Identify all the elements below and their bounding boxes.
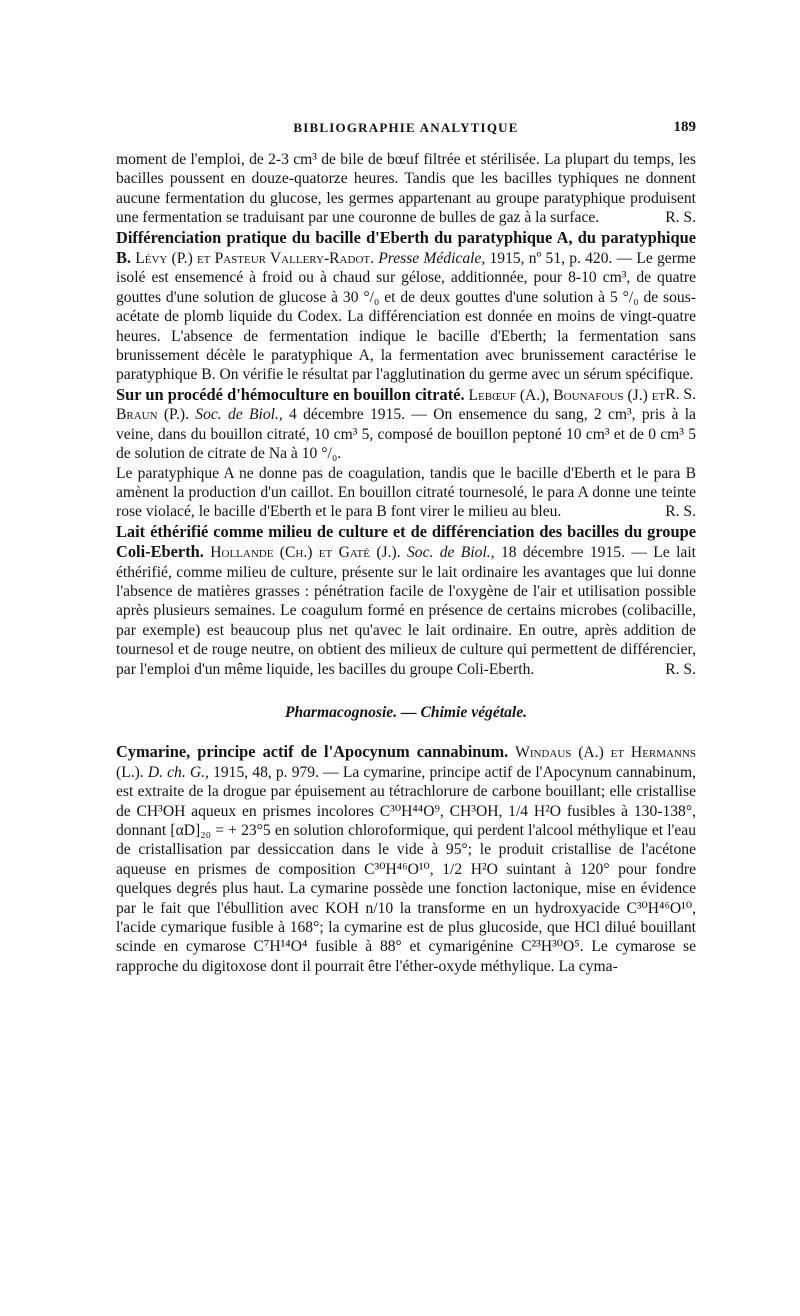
page-number: 189 xyxy=(673,119,696,135)
entry-title: Lait éthérifié comme milieu de culture et de différenciation des bacilles du groupe Coli-Eberth. xyxy=(116,521,696,562)
entry-reference: 1915, nº 51, p. 420. xyxy=(489,250,613,268)
intro-text: moment de l'emploi, de 2-3 cm³ de bile de bœuf filtrée et stérilisée. La plupart du temps, les bacilles poussent en douze-quatorze heures. Tandis que les bacilles typhiques ne donnent aucune fermentation du glucose, les germes appartenant au groupe paratyphique produisent une fermentation se traduisant par une couronne de bulles de gaz à la surface. xyxy=(116,151,696,227)
entry-signature: R. S. xyxy=(665,385,696,403)
entry-journal: D. ch. G., xyxy=(147,763,209,781)
abstract-entry-3 xyxy=(116,522,696,679)
entry-authors: Windaus (A.) et Hermanns (L.). xyxy=(116,744,696,781)
abstract-entry-4 xyxy=(116,742,696,976)
entry-title: Cymarine, principe actif de l'Apocynum cannabinum. xyxy=(116,742,509,762)
intro-signature: R. S. xyxy=(665,209,696,227)
entry-journal: Soc. de Biol., xyxy=(195,406,283,424)
entry-journal: Presse Médicale, xyxy=(378,250,486,268)
abstract-entry-2 xyxy=(116,385,696,464)
entry-reference: 4 décembre 1915. xyxy=(289,406,406,424)
entry-reference: 1915, 48, p. 979. xyxy=(213,763,319,781)
entry-text: — Le lait éthérifié, comme milieu de culture, présente sur le lait ordinaire les avantages que lui donne l'absence de matières grasses : pénétration facile de l'oxygène de l'air et utilisation possible après plusieurs semaines. Le coagulum formé en présence de certains microbes (colibacille, par exemple) est beaucoup plus net qu'avec le lait ordinaire. En outre, après addition de tournesol et de rouge neutre, on obtient des milieux de culture qui permettent de différencier, par l'emploi d'un même liquide, les bacilles du groupe Coli-Eberth. xyxy=(116,544,696,678)
entry-signature: R. S. xyxy=(665,503,696,521)
entry-journal: Soc. de Biol., xyxy=(406,544,495,562)
entry-authors: Hollande (Ch.) et Gaté (J.). xyxy=(210,544,401,562)
section-heading: Pharmacognosie. — Chimie végétale. xyxy=(284,703,528,721)
abstract-entry-2-continued xyxy=(116,464,696,522)
entry-text: — On ensemence du sang, 2 cm³, pris à la veine, dans du bouillon citraté, 10 cm³ 5, composé de bouillon peptoné 10 cm³ et de 0 cm³ 5 de solution de citrate de Na à 10 °/₀. xyxy=(116,406,696,463)
entry-signature: R. S. xyxy=(665,660,696,678)
entry-text-continued: Le paratyphique A ne donne pas de coagulation, tandis que le bacille d'Eberth et le para B amènent la production d'un caillot. En bouillon citraté tournesolé, le para A donne une teinte rose violacé, le bacille d'Eberth et le para B font virer le milieu au bleu. xyxy=(116,464,696,521)
entry-reference: 18 décembre 1915. xyxy=(500,544,625,562)
running-title: BIBLIOGRAPHIE ANALYTIQUE xyxy=(293,120,519,135)
page-body xyxy=(116,150,696,976)
entry-authors: Lévy (P.) et Pasteur Vallery-Radot. xyxy=(135,250,374,268)
entry-title: Sur un procédé d'hémoculture en bouillon citraté. xyxy=(116,384,465,404)
page-header xyxy=(116,118,696,138)
entry-text: — Le germe isolé est ensemencé à froid ou à chaud sur gélose, additionnée, pour 8-10 cm³, de quatre gouttes d'une solution de glucose à 30 °/₀ et de deux gouttes d'une solution à 5 °/₀ de sous-acétate de plomb liquide du Codex. La différenciation est donnée en moins de vingt-quatre heures. L'absence de fermentation indique le bacille d'Eberth; la fermentation sans brunissement décèle le paratyphique A, la fermentation avec brunissement caractérise le paratyphique B. On vérifie le résultat par l'agglutination du germe avec un sérum spécifique. xyxy=(116,250,696,384)
entry-title: Différenciation pratique du bacille d'Eberth du paratyphique A, du paratyphique B. xyxy=(116,227,696,268)
entry-authors: Lebœuf (A.), Bounafous (J.) et Braun (P.). xyxy=(116,386,666,424)
intro-paragraph xyxy=(116,150,696,228)
entry-text: — La cymarine, principe actif de l'Apocynum cannabinum, est extraite de la drogue par épuisement au tétrachlorure de carbone bouillant; elle cristallise de CH³OH aqueux en prismes incolores C³⁰H⁴⁴O⁹, CH³OH, 1/4 H²O fusibles à 130-138°, donnant [αD]₂₀ = + 23°5 en solution chloroformique, qui perdent l'alcool méthylique et l'eau de cristallisation par dessiccation dans le vide à 95°; le produit cristallise de l'acétone aqueuse en prismes de composition C³⁰H⁴⁶O¹⁰, 1/2 H²O suintant à 120° pour fondre quelques degrés plus haut. La cymarine possède une fonction lactonique, mise en évidence par le fait que l'ébullition avec KOH n/10 la transforme en un hydroxyacide C³⁰H⁴⁶O¹⁰, l'acide cymarique fusible à 168°; la cymarine est de plus glucoside, que HCl dilué bouillant scinde en cymarose C⁷H¹⁴O⁴ fusible à 88° et cymarigénine C²³H³⁰O⁵. Le cymarose se rapproche du digitoxose dont il pourrait être l'éther-oxyde méthylique. La cyma- xyxy=(116,763,696,975)
